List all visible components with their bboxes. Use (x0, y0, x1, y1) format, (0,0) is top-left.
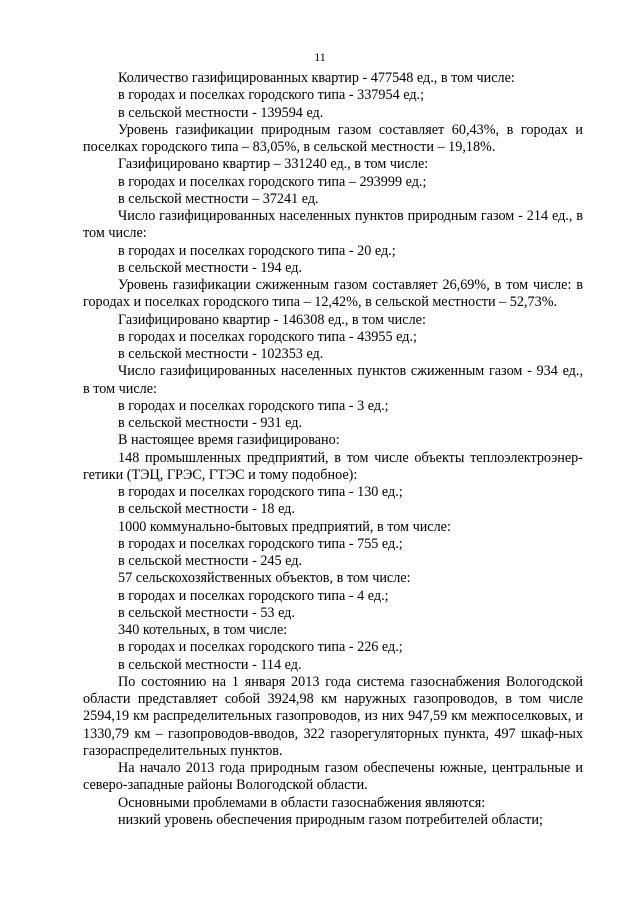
document-body (83, 70, 583, 829)
paragraph: 148 промышленных предприятий, в том числе объекты теплоэлектроэнер- (118, 449, 583, 466)
paragraph: в сельской местности - 102353 ед. (118, 346, 324, 362)
paragraph: в сельской местности - 245 ед. (118, 553, 303, 569)
paragraph: в городах и поселках городского типа - 3 ед.; (118, 397, 389, 414)
paragraph: в городах и поселках городского типа - 337954 ед.; (118, 87, 425, 104)
paragraph: 57 сельскохозяйственных объектов, в том числе: (118, 570, 411, 587)
paragraph: в сельской местности - 194 ед. (118, 259, 303, 276)
paragraph: 1000 коммунально-бытовых предприятий, в том числе: (118, 518, 451, 535)
paragraph: в сельской местности - 53 ед. (118, 604, 295, 621)
paragraph: в сельской местности - 114 ед. (118, 656, 302, 673)
page-number: 11 (314, 50, 326, 64)
paragraph: Число газифицированных населенных пунктов сжиженным газом - 934 ед., в том числе: (83, 363, 583, 397)
paragraph: в городах и поселках городского типа - 226 ед.; (118, 639, 403, 656)
paragraph: Газифицировано квартир - 146308 ед., в том числе: (118, 311, 426, 328)
paragraph: По состоянию на 1 января 2013 года система газоснабжения Вологодской области представляет собой 3924,98 км наружных газопроводов, в том числе 2594,19 км распределительных газопроводов, из них 947,59 км межпоселковых, и 1330,79 км – газопроводов-вводов, 322 газорегуляторных пункта, 497 шкаф-ных газораспределительных пунктов. (83, 673, 583, 759)
paragraph: Уровень газификации сжиженным газом составляет 26,69%, в том числе: в городах и поселках городского типа – 12,42%, в сельской местности – 52,73%. (83, 277, 583, 311)
paragraph: Уровень газификации природным газом составляет 60,43%, в городах и поселках городского типа – 83,05%, в сельской местности – 19,18%. (83, 121, 583, 155)
paragraph: в городах и поселках городского типа - 43955 ед.; (118, 328, 417, 345)
paragraph: в городах и поселках городского типа - 130 ед.; (118, 484, 403, 500)
paragraph: в городах и поселках городского типа - 4 ед.; (118, 587, 389, 604)
paragraph: в городах и поселках городского типа - 755 ед.; (118, 535, 403, 552)
paragraph: в городах и поселках городского типа - 20 ед.; (118, 242, 396, 259)
paragraph: в сельской местности – 37241 ед. (118, 190, 319, 207)
paragraph: 340 котельных, в том числе: (118, 622, 288, 638)
paragraph: Число газифицированных населенных пунктов природным газом - 214 ед., в том числе: (83, 208, 583, 242)
paragraph: Газифицировано квартир – 331240 ед., в том числе: (118, 156, 429, 173)
paragraph: в сельской местности - 139594 ед. (118, 104, 324, 121)
paragraph: На начало 2013 года природным газом обеспечены южные, центральные и северо-западные районы Вологодской области. (83, 760, 583, 794)
paragraph: В настоящее время газифицировано: (118, 432, 340, 449)
paragraph: Количество газифицированных квартир - 477548 ед., в том числе: (118, 70, 515, 86)
paragraph: гетики (ТЭЦ, ГРЭС, ГТЭС и тому подобное): (83, 466, 358, 483)
paragraph: низкий уровень обеспечения природным газом потребителей области; (118, 811, 543, 828)
paragraph: в сельской местности - 18 ед. (118, 501, 295, 518)
paragraph: в сельской местности - 931 ед. (118, 415, 303, 431)
paragraph: Основными проблемами в области газоснабжения являются: (118, 794, 486, 811)
paragraph: в городах и поселках городского типа – 293999 ед.; (118, 173, 427, 190)
